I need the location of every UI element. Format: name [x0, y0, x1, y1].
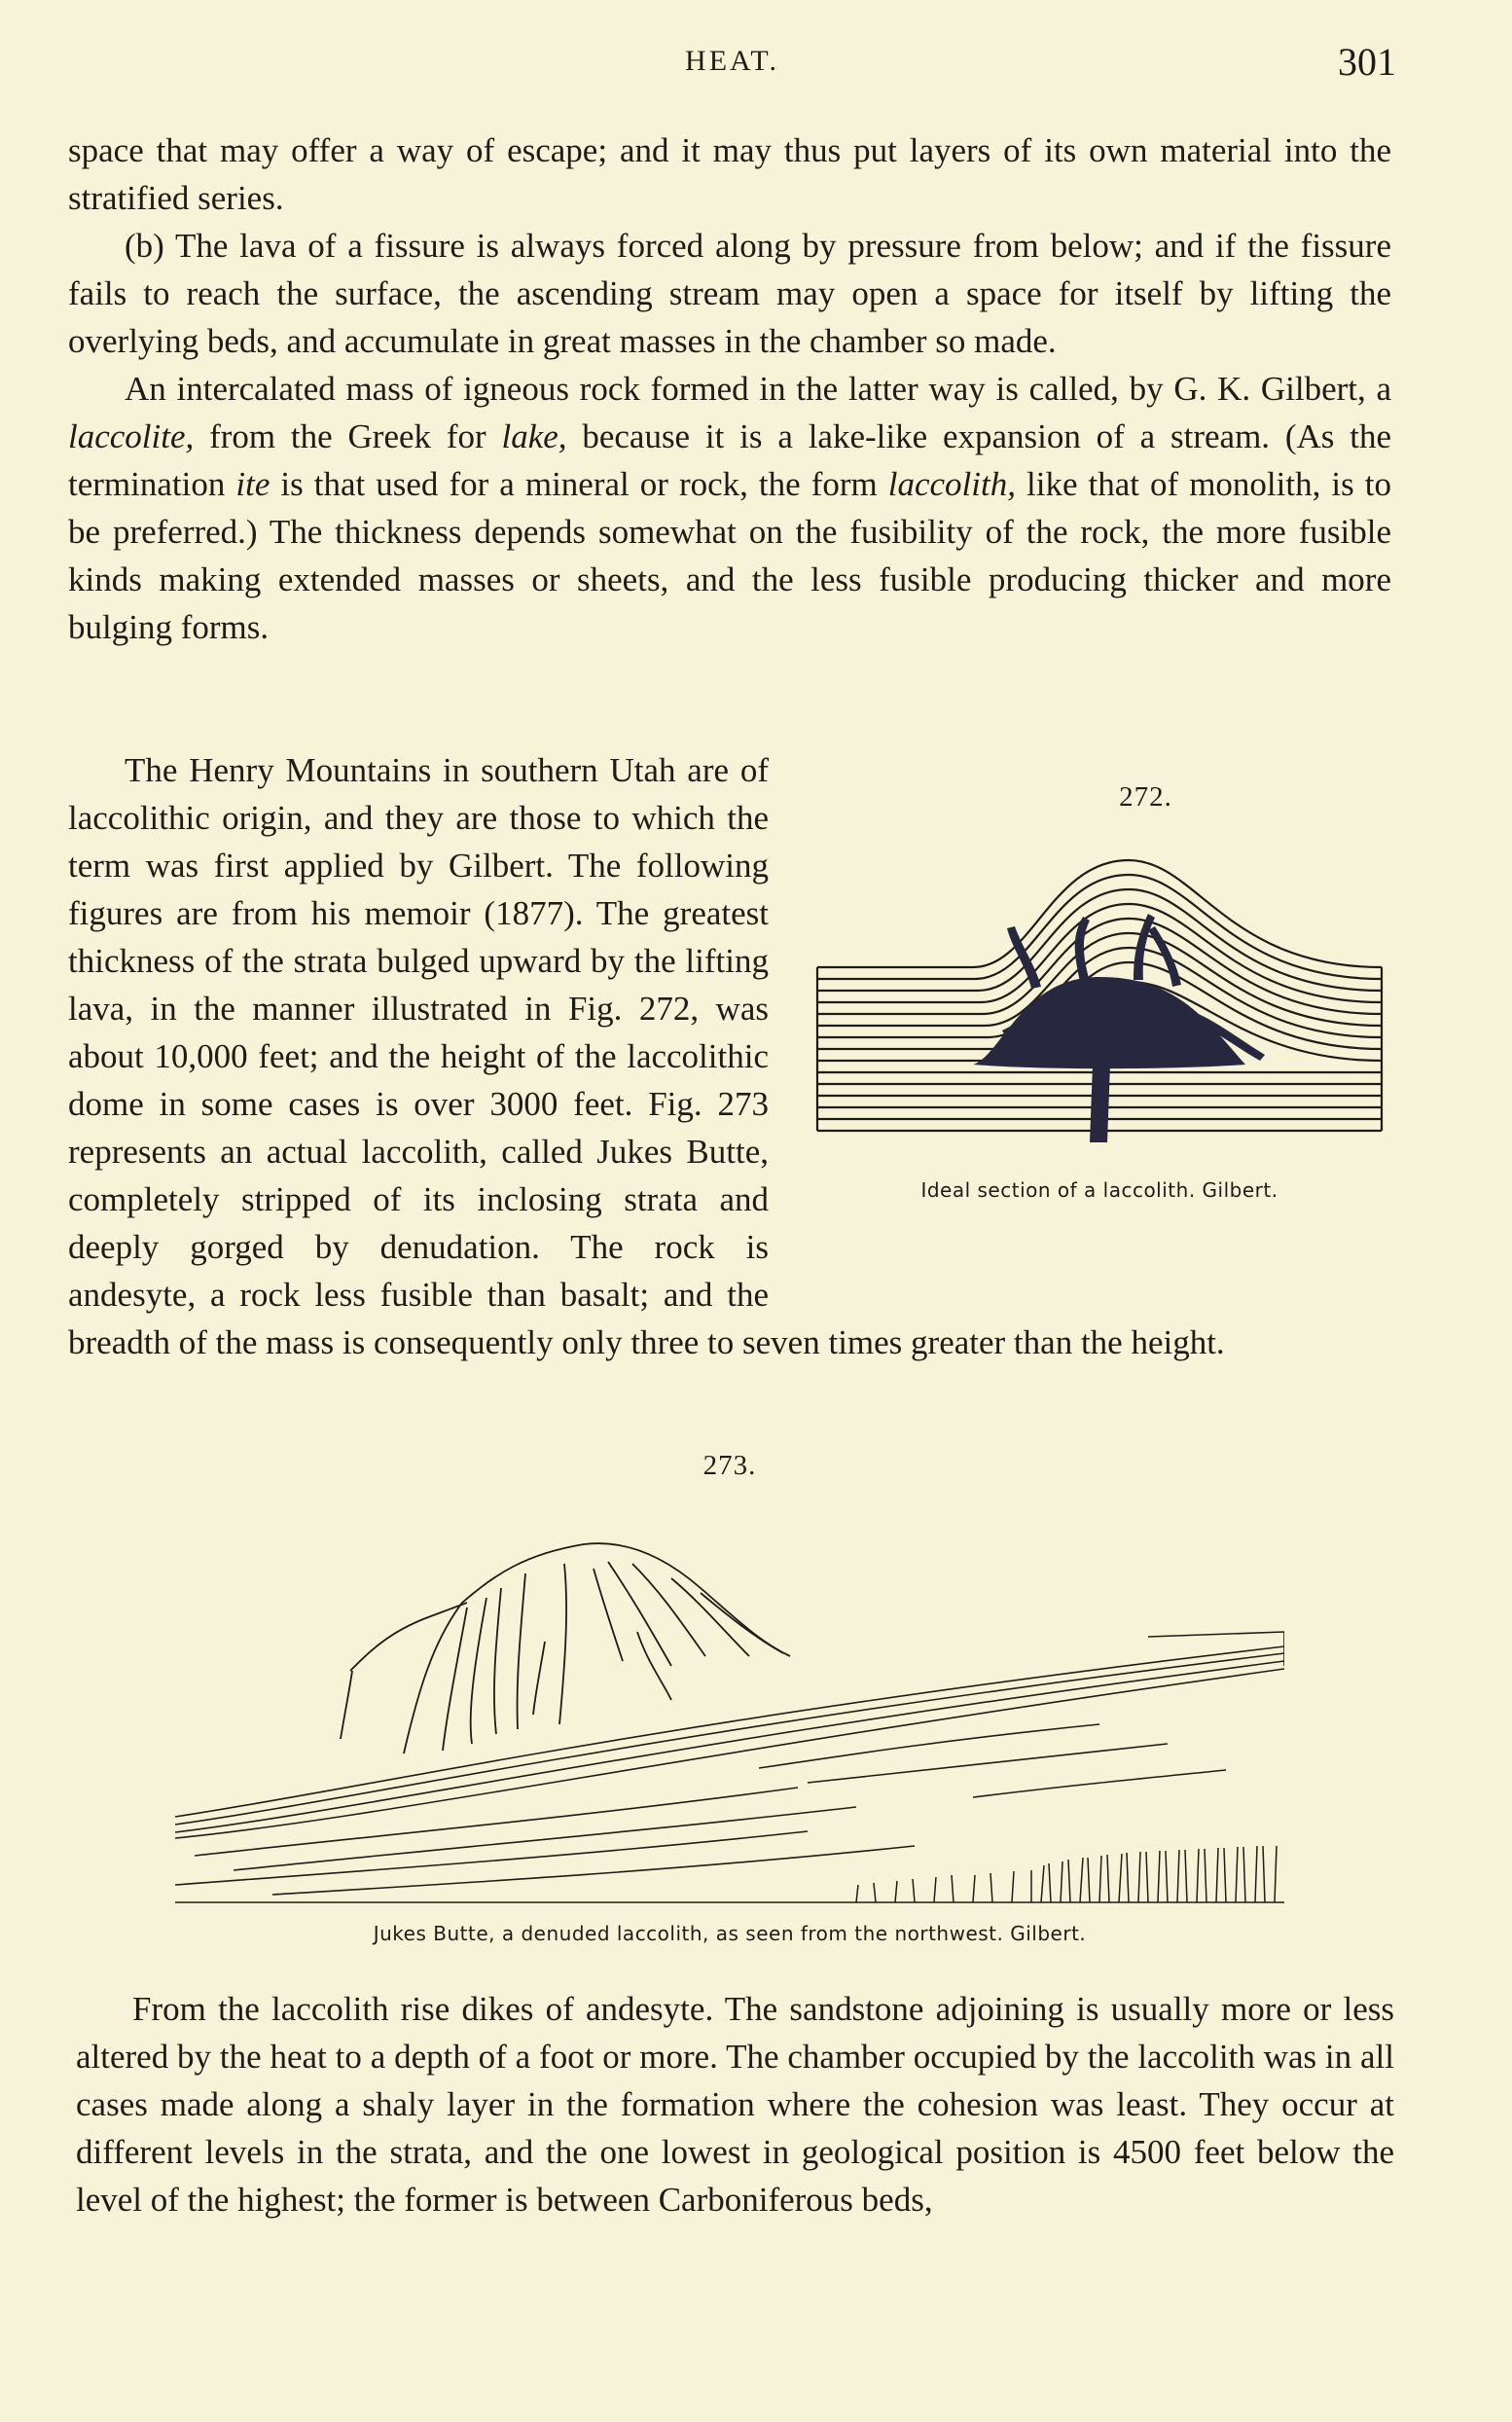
laccolite-text-4: is that used for a mineral or rock, the form — [270, 465, 888, 503]
paragraph-laccolite — [68, 365, 1391, 651]
ground-strata — [175, 1632, 1284, 1902]
jukes-butte-drawing — [175, 1496, 1284, 1904]
figure-273-number: 273. — [702, 1450, 757, 1481]
laccolite-text-2: from the Greek for — [194, 417, 502, 455]
laccolite-text-5: like that of monolith, is to be preferred.) The thickness depends somewhat on the fusibility of the rock, the more fusible kinds making extended masses or sheets, and the less fusible producing thicker and more bulging forms. — [68, 465, 1391, 646]
figure-273 — [175, 1450, 1284, 1945]
term-laccolith: laccolith, — [887, 465, 1016, 503]
laccolite-text-1: An intercalated mass of igneous rock formed in the latter way is called, by G. K. Gilbert, a — [125, 370, 1391, 408]
figure-272-number: 272. — [1119, 781, 1172, 813]
paragraph-henry-mountains: The Henry Mountains in southern Utah are of laccolithic origin, and they are those to which the term was first applied by Gilbert. The following figures are from his memoir (1877). The greatest thickness of the strata bulged upward by the lifting lava, in the manner illustrated in Fig. 272, was about 10,000 feet; and the height of the laccolithic dome in some cases is over 3000 feet. Fig. 273 represents an actual laccolith, called Jukes Butte, completely stripped of its inclosing strata and deeply gorged by denudation. The rock is andesyte, a rock less fusible than basalt; and the breadth of the mass is consequently only three to seven times greater than the height. — [68, 751, 1225, 1361]
term-laccolite: laccolite, — [68, 417, 195, 455]
vegetation — [856, 1846, 1277, 1902]
paragraph-dikes: From the laccolith rise dikes of andesyte. The sandstone adjoining is usually more or less altered by the heat to a depth of a foot or more. The chamber occupied by the laccolith was in all cases made along a shaly layer in the formation where the cohesion was least. They occur at different levels in the strata, and the one lowest in geological position is 4500 feet below the level of the highest; the former is between Carboniferous beds, — [76, 1990, 1394, 2219]
body-text-wrapped — [68, 746, 1391, 1366]
page-header — [68, 39, 1396, 88]
figure-272 — [808, 774, 1391, 1280]
butte-outline — [341, 1543, 790, 1753]
body-text-top — [68, 127, 1391, 651]
body-text-bottom — [76, 1985, 1394, 2223]
laccolith-section-drawing — [808, 821, 1391, 1142]
figure-272-caption: Ideal section of a laccolith. Gilbert. — [920, 1178, 1278, 1202]
paragraph-lava-fissure: (b) The lava of a fissure is always forced along by pressure from below; and if the fissure fails to reach the surface, the ascending stream may open a space for itself by lifting the overlying beds, and accumulate in great masses in the chamber so made. — [68, 227, 1391, 360]
term-ite: ite — [235, 465, 270, 503]
term-lake: lake, — [501, 417, 567, 455]
figure-273-caption: Jukes Butte, a denuded laccolith, as seen from the northwest. Gilbert. — [373, 1922, 1087, 1945]
running-head: HEAT. — [685, 45, 779, 77]
laccolite-text-3: because it is a lake-like expansion of a stream. (As the termination — [68, 417, 1391, 503]
paragraph-escape: space that may offer a way of escape; and it may thus put layers of its own material into the stratified series. — [68, 131, 1391, 217]
page-number: 301 — [1338, 40, 1396, 84]
